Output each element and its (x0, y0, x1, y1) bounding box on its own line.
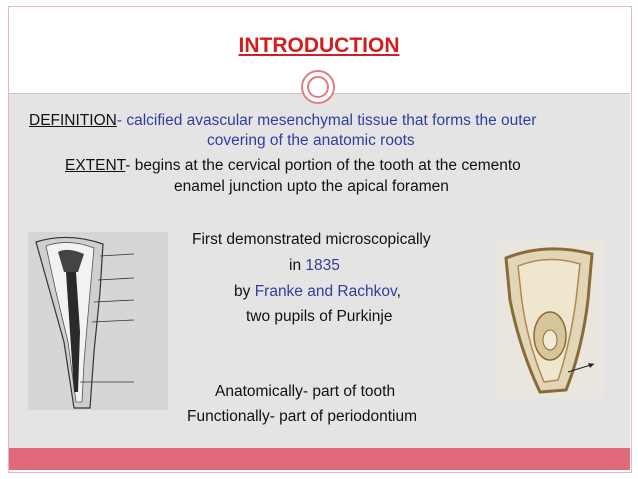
definition-label: DEFINITION (29, 112, 117, 129)
extent-text-1: begins at the cervical portion of the tooth at the cemento (130, 157, 521, 174)
history-year: 1835 (305, 257, 340, 274)
definition-line-1: DEFINITION- calcified avascular mesenchymal tissue that forms the outer (29, 112, 537, 129)
footer-bar (9, 448, 630, 470)
history-line-1: First demonstrated microscopically (192, 231, 431, 248)
slide-title: INTRODUCTION (238, 34, 400, 57)
tooth-section-drawing (28, 232, 168, 410)
extent-line-1: EXTENT- begins at the cervical portion of the tooth at the cemento (65, 157, 521, 174)
history-line-2: in 1835 (289, 257, 340, 274)
anatomically-line: Anatomically- part of tooth (215, 383, 396, 400)
extent-text-2: enamel junction upto the apical foramen (174, 178, 449, 195)
functionally-line: Functionally- part of periodontium (187, 408, 418, 425)
history-names: Franke and Rachkov (254, 283, 397, 300)
root-micrograph-photo (496, 240, 604, 398)
extent-label: EXTENT (65, 157, 126, 174)
history-line-4: two pupils of Purkinje (246, 308, 393, 325)
definition-text-1: calcified avascular mesenchymal tissue that forms the outer (122, 112, 537, 129)
circle-ornament-icon (301, 70, 335, 104)
definition-text-2: covering of the anatomic roots (207, 132, 415, 149)
history-line-3: by Franke and Rachkov, (234, 283, 401, 300)
